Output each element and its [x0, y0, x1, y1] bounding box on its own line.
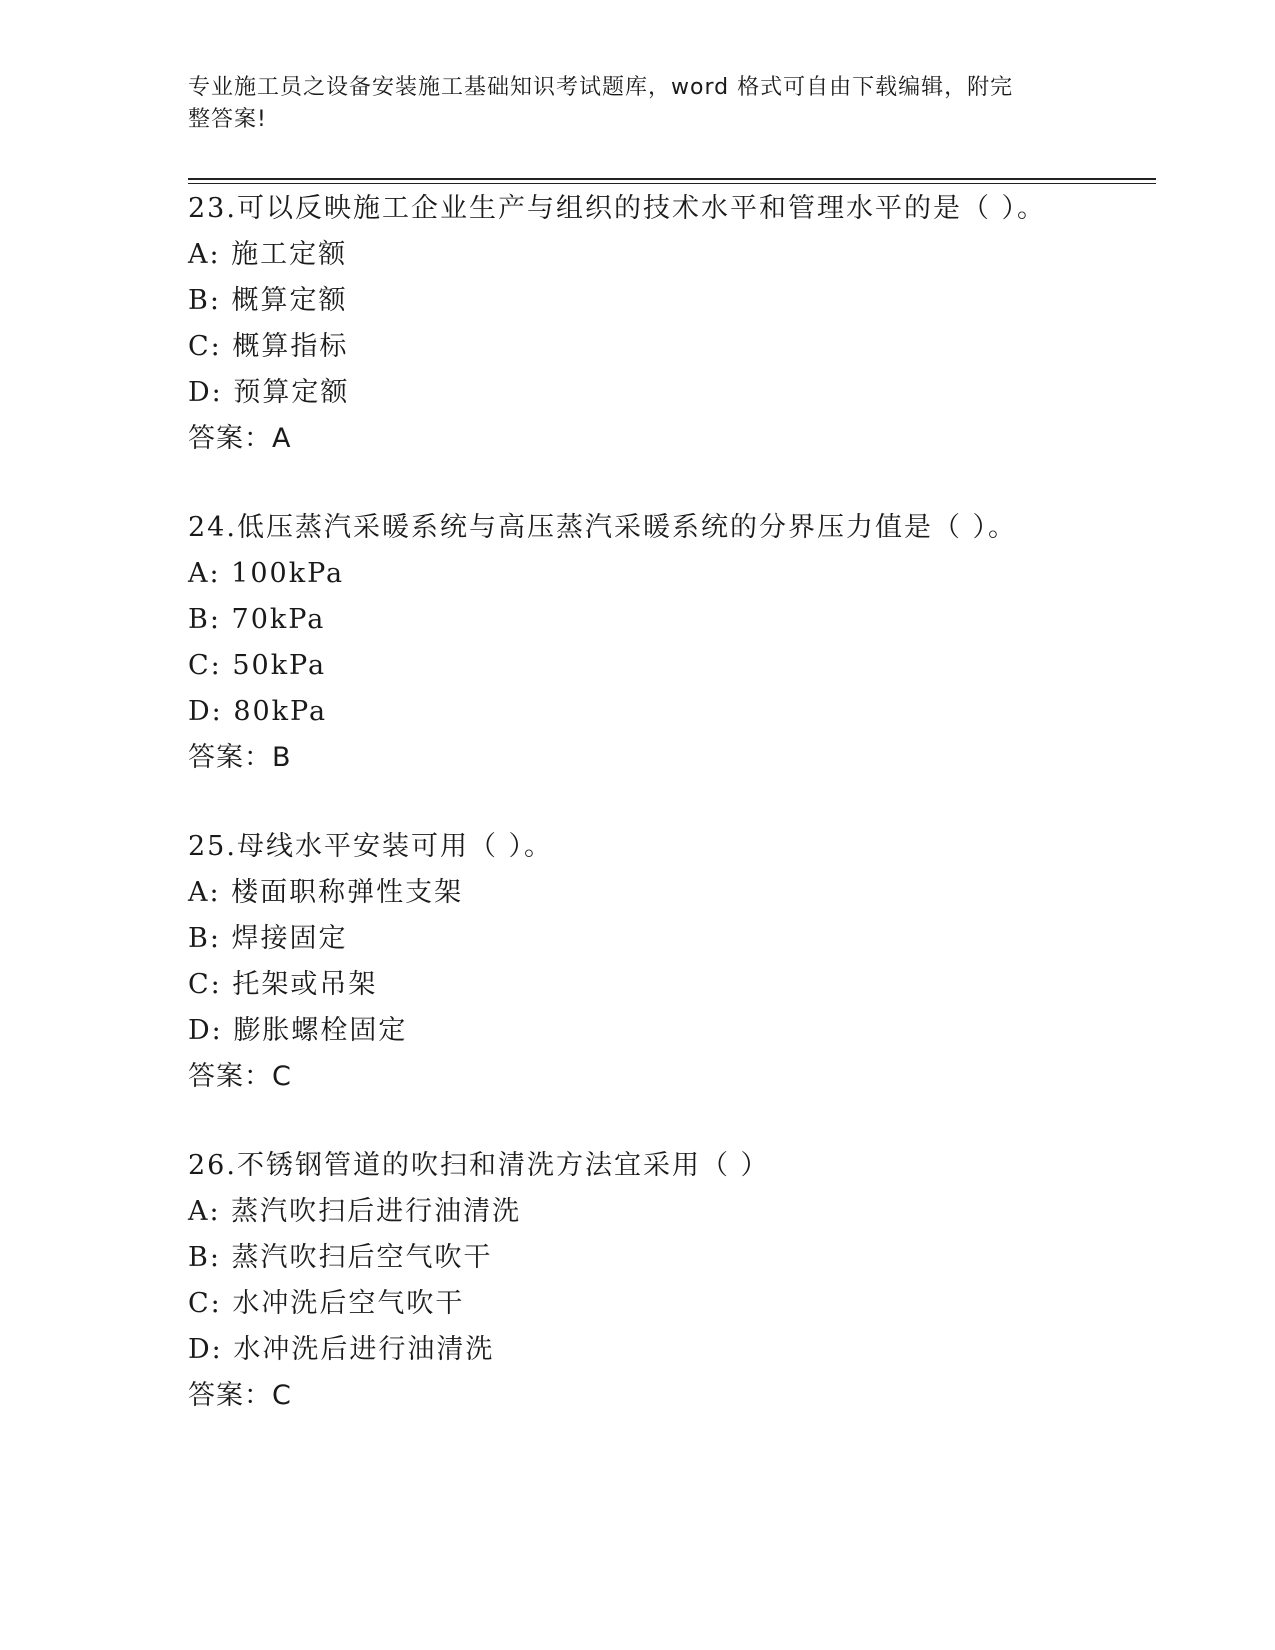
question-title: 23.可以反映施工企业生产与组织的技术水平和管理水平的是（ ）。: [188, 193, 1047, 224]
header-divider-thick: [188, 178, 1156, 180]
option-d: D: 膨胀螺栓固定: [188, 1015, 408, 1046]
option-b: B: 70kPa: [188, 604, 326, 635]
answer: 答案：C: [188, 1061, 292, 1092]
answer: 答案：B: [188, 742, 292, 773]
option-a: A: 施工定额: [188, 239, 348, 270]
header-line-1: 专业施工员之设备安装施工基础知识考试题库，word 格式可自由下载编辑，附完: [188, 75, 1014, 100]
answer: 答案：A: [188, 423, 292, 454]
option-c: C: 托架或吊架: [188, 969, 378, 1000]
option-a: A: 楼面职称弹性支架: [188, 877, 464, 908]
option-c: C: 概算指标: [188, 331, 349, 362]
question-23: [188, 186, 1148, 462]
option-d: D: 水冲洗后进行油清洗: [188, 1334, 495, 1365]
option-b: B: 焊接固定: [188, 923, 348, 954]
document-header: [188, 72, 1068, 136]
option-c: C: 50kPa: [188, 650, 327, 681]
question-26: [188, 1143, 1148, 1419]
header-divider-thin: [188, 183, 1156, 184]
question-title: 24.低压蒸汽采暖系统与高压蒸汽采暖系统的分界压力值是（ ）。: [188, 512, 1018, 543]
option-d: D: 80kPa: [188, 696, 328, 727]
question-24: [188, 505, 1148, 781]
option-c: C: 水冲洗后空气吹干: [188, 1288, 465, 1319]
question-title: 25.母线水平安装可用（ ）。: [188, 831, 554, 862]
option-b: B: 蒸汽吹扫后空气吹干: [188, 1242, 493, 1273]
option-a: A: 蒸汽吹扫后进行油清洗: [188, 1196, 522, 1227]
question-25: [188, 824, 1148, 1100]
header-line-2: 整答案!: [188, 107, 267, 132]
answer: 答案：C: [188, 1380, 292, 1411]
option-a: A: 100kPa: [188, 558, 345, 589]
question-title: 26.不锈钢管道的吹扫和清洗方法宜采用（ ）: [188, 1150, 770, 1181]
option-d: D: 预算定额: [188, 377, 350, 408]
option-b: B: 概算定额: [188, 285, 348, 316]
